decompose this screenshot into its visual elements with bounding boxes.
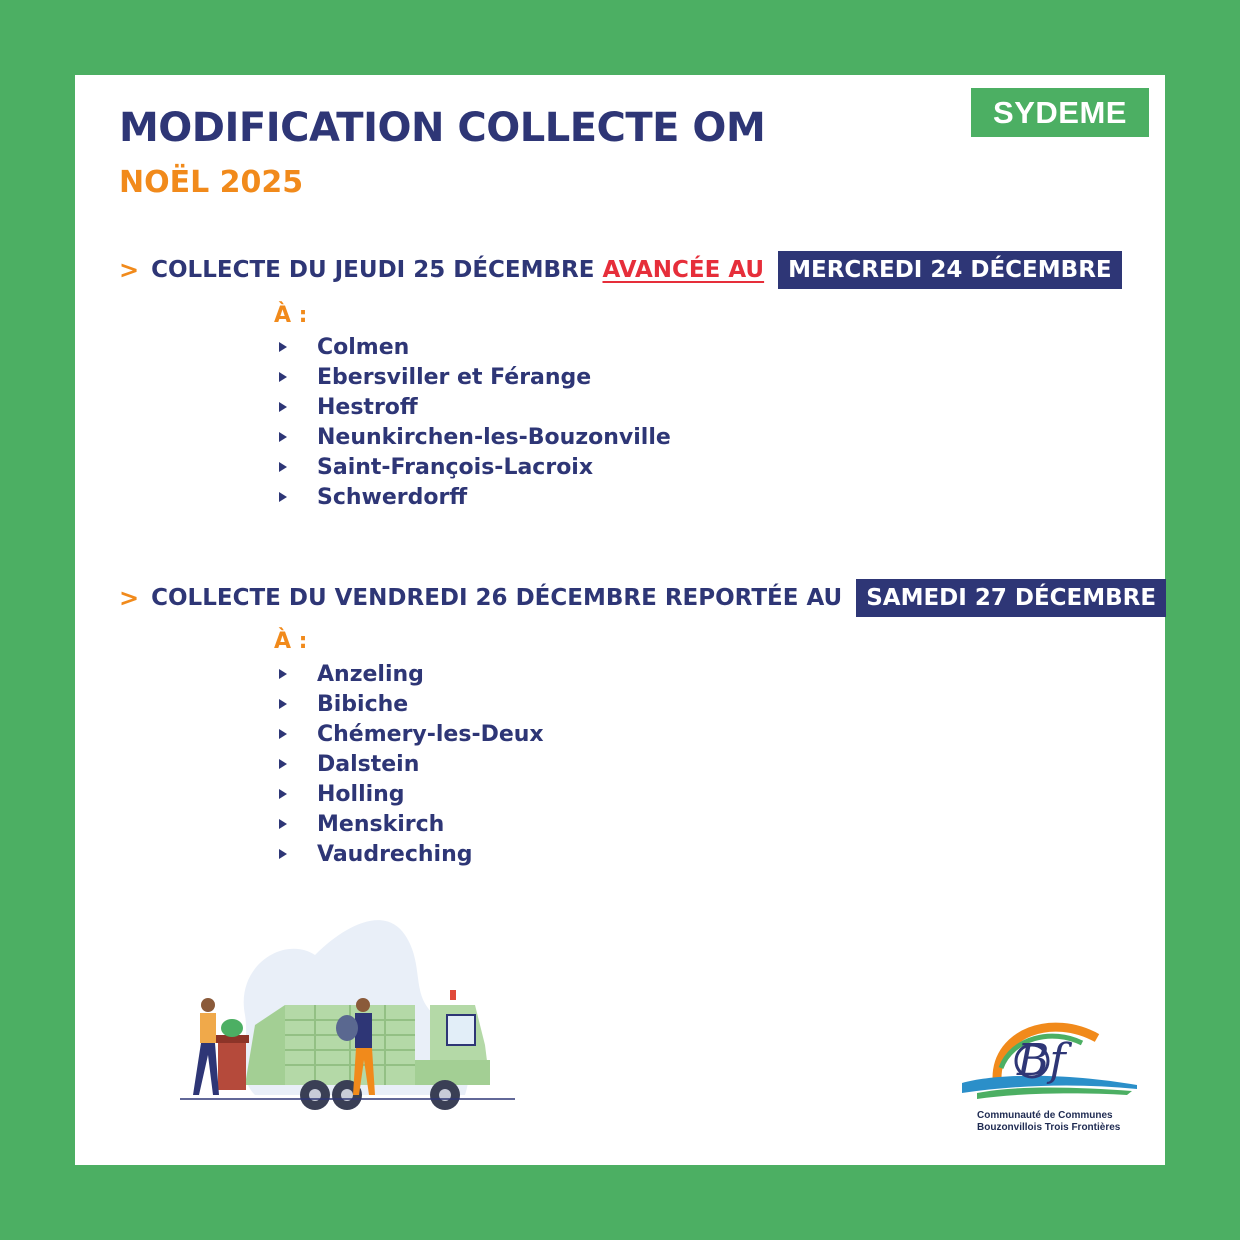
list-item: Menskirch: [275, 809, 544, 839]
section-1-commune-list: [275, 332, 671, 512]
list-item: Colmen: [275, 332, 671, 362]
bullet-triangle-icon: [279, 432, 287, 442]
list-item: Bibiche: [275, 689, 544, 719]
list-item: Dalstein: [275, 749, 544, 779]
page-title: MODIFICATION COLLECTE OM: [119, 105, 766, 151]
svg-text:Bf: Bf: [1017, 1035, 1066, 1086]
bullet-triangle-icon: [279, 819, 287, 829]
section-1-text: COLLECTE DU JEUDI 25 DÉCEMBRE: [151, 257, 595, 283]
bullet-triangle-icon: [279, 849, 287, 859]
bullet-triangle-icon: [279, 729, 287, 739]
list-item: Schwerdorff: [275, 482, 671, 512]
section-2-commune-list: [275, 659, 544, 869]
section-1-highlight: AVANCÉE AU: [602, 257, 765, 283]
list-item: Vaudreching: [275, 839, 544, 869]
poster-card: [75, 75, 1165, 1165]
bullet-triangle-icon: [279, 462, 287, 472]
list-item: Hestroff: [275, 392, 671, 422]
section-2-a-label: À :: [274, 629, 308, 654]
list-item: Chémery-les-Deux: [275, 719, 544, 749]
list-item: Saint-François-Lacroix: [275, 452, 671, 482]
bullet-triangle-icon: [279, 759, 287, 769]
list-item: Ebersviller et Férange: [275, 362, 671, 392]
section-2-text: COLLECTE DU VENDREDI 26 DÉCEMBRE REPORTÉE AU: [151, 585, 843, 611]
ccbf-logo: [957, 1013, 1137, 1113]
list-item: Holling: [275, 779, 544, 809]
bullet-triangle-icon: [279, 402, 287, 412]
bullet-triangle-icon: [279, 669, 287, 679]
bullet-triangle-icon: [279, 699, 287, 709]
section-2-heading: [119, 579, 1166, 617]
section-1-a-label: À :: [274, 303, 308, 328]
section-2-date: SAMEDI 27 DÉCEMBRE: [856, 579, 1166, 617]
bullet-triangle-icon: [279, 342, 287, 352]
section-1-heading: [119, 251, 1122, 289]
chevron-right-icon: >: [119, 256, 140, 284]
list-item: Anzeling: [275, 659, 544, 689]
list-item: Neunkirchen-les-Bouzonville: [275, 422, 671, 452]
chevron-right-icon: >: [119, 584, 140, 612]
ccbf-logo-caption: Communauté de Communes Bouzonvillois Trois Frontières: [977, 1110, 1121, 1133]
page-subtitle: NOËL 2025: [119, 165, 304, 200]
section-1-date: MERCREDI 24 DÉCEMBRE: [778, 251, 1122, 289]
bullet-triangle-icon: [279, 492, 287, 502]
bullet-triangle-icon: [279, 372, 287, 382]
bullet-triangle-icon: [279, 789, 287, 799]
garbage-truck-illustration: [175, 895, 525, 1125]
sydeme-badge: SYDEME: [971, 88, 1149, 137]
